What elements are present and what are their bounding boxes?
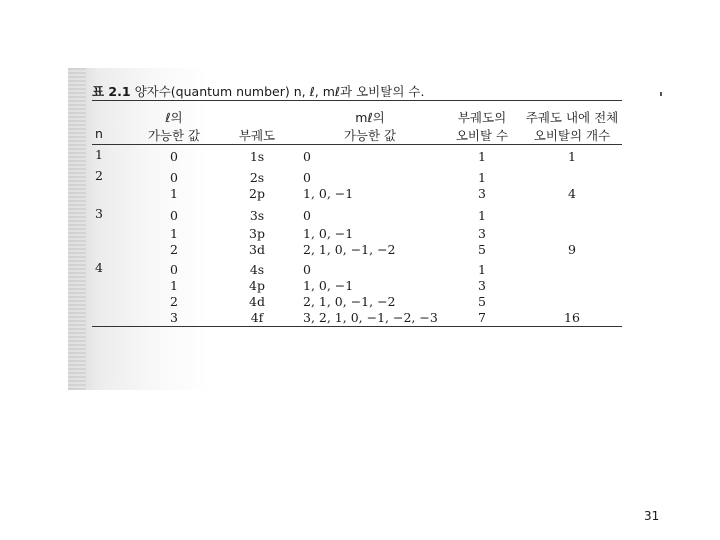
cell-ml: 2, 1, 0, −1, −2 (303, 294, 396, 309)
cell-orbitals: 1 (478, 208, 486, 223)
cell-subshell: 1s (249, 149, 265, 164)
cell-ml: 2, 1, 0, −1, −2 (303, 242, 396, 257)
cell-subshell: 2p (249, 186, 265, 201)
cell-l: 1 (170, 186, 178, 201)
cell-l: 2 (170, 294, 178, 309)
cell-ml: 0 (303, 149, 311, 164)
cell-n: 4 (95, 260, 103, 275)
header-l-top: ℓ의 (165, 110, 183, 125)
header-ml-bottom: 가능한 값 (343, 128, 397, 143)
table-caption-text: 양자수(quantum number) n, ℓ, mℓ과 오비탈의 수. (134, 84, 425, 99)
table-top-rule (92, 100, 622, 101)
cell-l: 3 (170, 310, 178, 325)
cell-ml: 0 (303, 170, 311, 185)
cell-l: 0 (170, 208, 178, 223)
scan-speck (660, 92, 662, 96)
cell-orbitals: 5 (478, 294, 486, 309)
cell-total: 4 (568, 186, 576, 201)
cell-ml: 1, 0, −1 (303, 226, 354, 241)
cell-ml: 3, 2, 1, 0, −1, −2, −3 (303, 310, 438, 325)
table-bottom-rule (92, 326, 622, 327)
cell-l: 2 (170, 242, 178, 257)
cell-subshell: 3d (249, 242, 265, 257)
header-n: n (95, 126, 103, 141)
header-orbitals-top: 부궤도의 (457, 110, 507, 125)
cell-total: 9 (568, 242, 576, 257)
cell-l: 0 (170, 149, 178, 164)
scan-edge-shadow (68, 68, 86, 390)
cell-orbitals: 3 (478, 186, 486, 201)
cell-orbitals: 1 (478, 262, 486, 277)
cell-subshell: 4s (249, 262, 265, 277)
cell-ml: 1, 0, −1 (303, 186, 354, 201)
cell-orbitals: 7 (478, 310, 486, 325)
cell-n: 3 (95, 206, 103, 221)
cell-l: 1 (170, 278, 178, 293)
header-subshell: 부궤도 (238, 128, 276, 143)
cell-total: 16 (564, 310, 580, 325)
header-orbitals-bottom: 오비탈 수 (455, 128, 509, 143)
cell-subshell: 3p (249, 226, 265, 241)
cell-l: 1 (170, 226, 178, 241)
cell-orbitals: 3 (478, 278, 486, 293)
table-caption (92, 82, 424, 100)
cell-orbitals: 1 (478, 170, 486, 185)
cell-subshell: 4d (249, 294, 265, 309)
cell-orbitals: 3 (478, 226, 486, 241)
cell-orbitals: 1 (478, 149, 486, 164)
cell-ml: 0 (303, 262, 311, 277)
page-number: 31 (644, 509, 660, 523)
cell-ml: 1, 0, −1 (303, 278, 354, 293)
cell-n: 1 (95, 147, 103, 162)
cell-subshell: 2s (249, 170, 265, 185)
cell-l: 0 (170, 170, 178, 185)
cell-orbitals: 5 (478, 242, 486, 257)
table-header-rule (92, 144, 622, 145)
cell-l: 0 (170, 262, 178, 277)
header-total-bottom: 오비탈의 개수 (533, 128, 611, 143)
header-total-top: 주궤도 내에 전체 (525, 110, 619, 125)
cell-n: 2 (95, 168, 103, 183)
cell-subshell: 4p (249, 278, 265, 293)
header-ml-top: mℓ의 (355, 110, 385, 125)
cell-subshell: 3s (249, 208, 265, 223)
cell-total: 1 (568, 149, 576, 164)
header-l-bottom: 가능한 값 (147, 128, 201, 143)
cell-ml: 0 (303, 208, 311, 223)
table-caption-label: 표 2.1 (92, 84, 131, 99)
cell-subshell: 4f (250, 310, 264, 325)
